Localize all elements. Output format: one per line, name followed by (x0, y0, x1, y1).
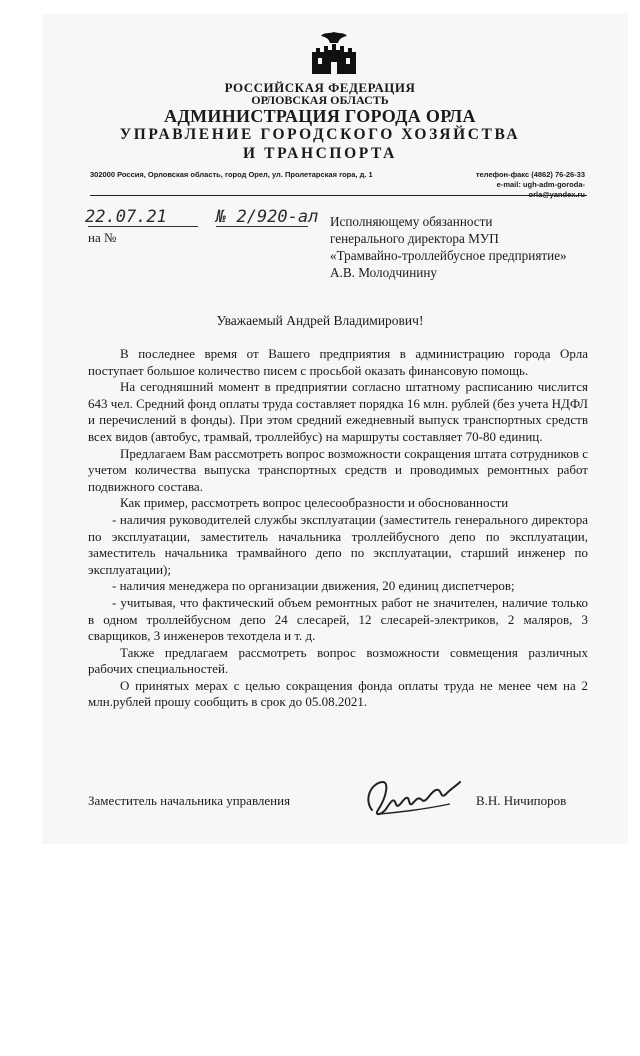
signer-title: Заместитель начальника управления (88, 793, 291, 808)
city-emblem-icon (306, 28, 362, 76)
body-paragraph: Также предлагаем рассмотреть вопрос возможности совмещения различных рабочих специальностей. (88, 644, 588, 677)
header-country: РОССИЙСКАЯ ФЕДЕРАЦИЯ (224, 80, 416, 95)
sender-address: 302000 Россия, Орловская область, город Орел, ул. Пролетарская гора, д. 1 (90, 170, 373, 179)
header-department-2: И ТРАНСПОРТА (243, 145, 397, 162)
body-paragraph: Предлагаем Вам рассмотреть вопрос возможности сокращения штата сотрудников с учетом количества выпуска транспортных средств и проводимых ремонтных работ подвижного состава. (88, 445, 588, 494)
letter-body (88, 346, 588, 711)
signer-name: В.Н. Ничипоров (476, 793, 567, 808)
addressee-block (330, 213, 567, 281)
addressee-line: «Трамвайно-троллейбусное предприятие» (330, 248, 567, 263)
body-paragraph: В последнее время от Вашего предприятия в администрацию города Орла поступает большое количество писем с просьбой оказать финансовую помощь. (88, 346, 588, 378)
body-list-item: - учитывая, что фактический объем ремонтных работ не значителен, наличие только в одном троллейбусном депо 24 слесарей, 12 слесарей-электриков, 2 маляров, 3 сварщиков, 3 инженеров техотдела и т. д. (88, 594, 588, 644)
sender-email: e-mail: ugh-adm-goroda- (496, 180, 585, 189)
body-paragraph: Как пример, рассмотреть вопрос целесообразности и обоснованности (120, 495, 509, 511)
body-paragraph: О принятых мерах с целью сокращения фонда оплаты труда не менее чем на 2 млн.рублей прошу сообщить в срок до 05.08.2021. (88, 677, 588, 710)
number-underline (216, 226, 308, 227)
header-divider (90, 195, 587, 196)
greeting: Уважаемый Андрей Владимирович! (216, 313, 424, 328)
body-list-item: - наличия менеджера по организации движения, 20 единиц диспетчеров; (112, 578, 515, 594)
header-administration: АДМИНИСТРАЦИЯ ГОРОДА ОРЛА (164, 106, 476, 126)
reply-to-label: на № (88, 230, 117, 245)
body-list-item: - наличия руководителей службы эксплуатации (заместитель генерального директора по эксплуатации, заместитель начальника троллейбусного депо по эксплуатации, заместитель начальника трамвайного депо по эксплуатации, старший инженер по эксплуатации); (88, 511, 588, 577)
sender-phone: телефон-факс (4862) 76-26-33 (475, 170, 585, 179)
addressee-name: А.В. Молодчинину (330, 265, 437, 280)
body-paragraph: На сегодняшний момент в предприятии согласно штатному расписанию числится 643 чел. Средний фонд оплаты труда составляет порядка 16 млн. рублей (без учета НДФЛ и перечислений в фонды). При этом средний ежедневный выпуск транспортных средств всех видов (автобус, трамвай, троллейбус) на маршруты составляет 70-80 единиц. (88, 379, 588, 444)
letter-date: 22.07.21 (85, 207, 167, 227)
addressee-line: генерального директора МУП (330, 231, 499, 246)
date-underline (88, 226, 198, 227)
addressee-line: Исполняющему обязанности (330, 214, 493, 229)
header-department: УПРАВЛЕНИЕ ГОРОДСКОГО ХОЗЯЙСТВА (119, 126, 521, 143)
letter-number: № 2/920-ал (216, 207, 319, 227)
handwritten-signature-icon (360, 770, 470, 830)
header-region: ОРЛОВСКАЯ ОБЛАСТЬ (251, 93, 389, 107)
